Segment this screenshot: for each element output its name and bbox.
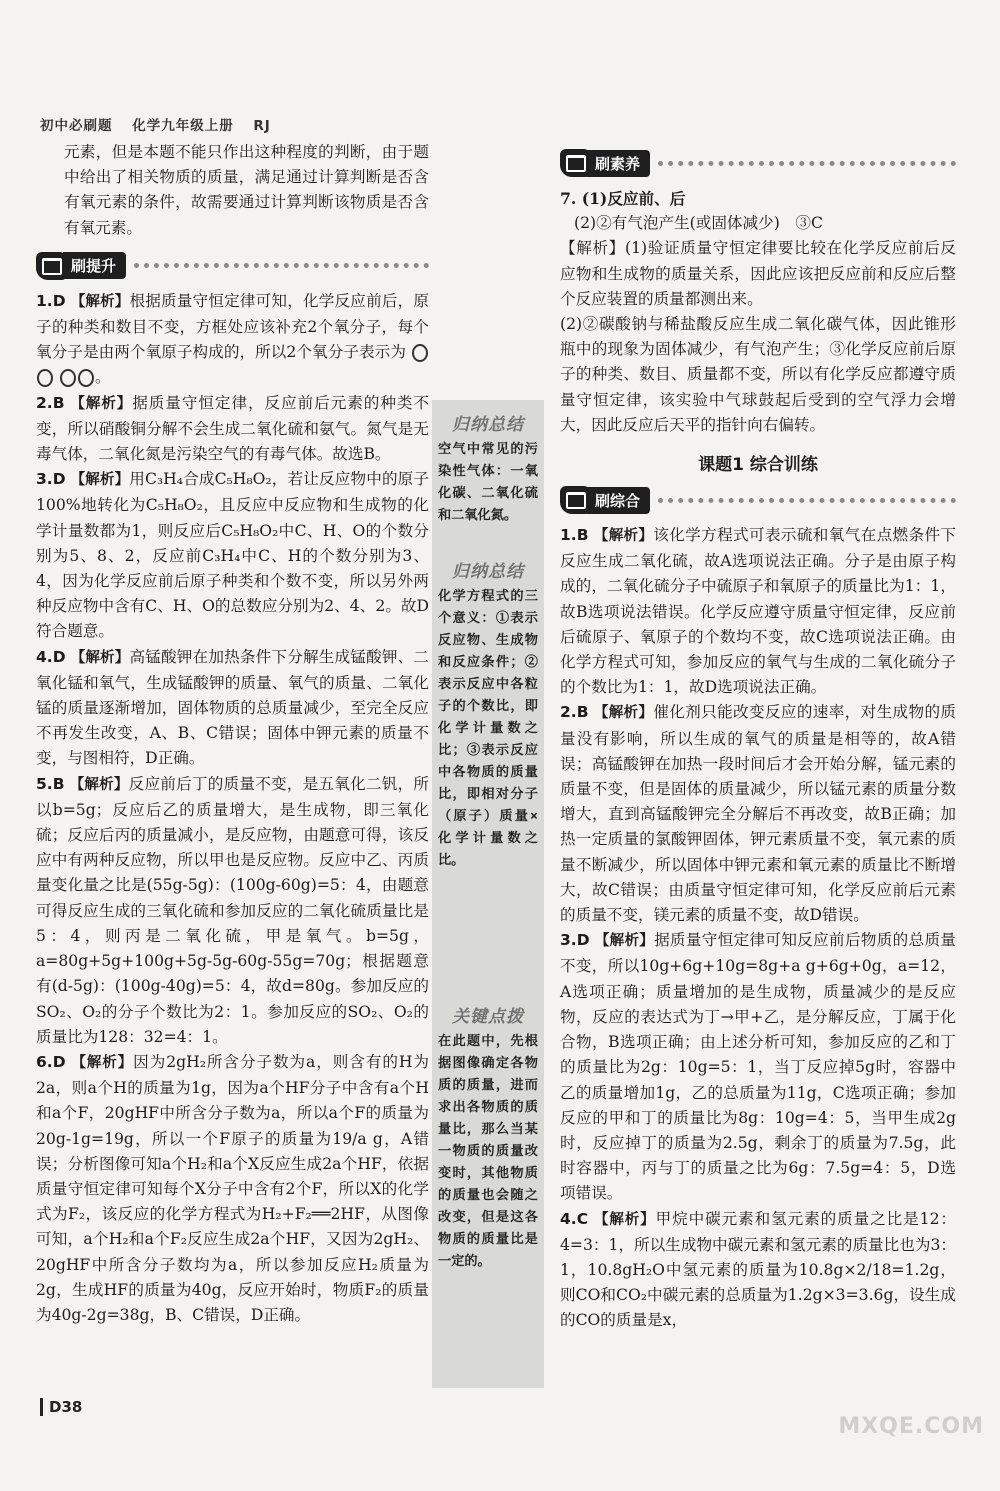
header-subject: 化学九年级上册: [132, 118, 234, 134]
section-label: 刷综合: [587, 487, 650, 514]
analysis-tag: 【解析】: [69, 776, 129, 793]
analysis-tag: 【解析】: [593, 528, 654, 545]
note-body: 空气中常见的污染性气体：一氧化碳、二氧化硫和二氧化氮。: [438, 442, 538, 523]
section-badge-zonghe: [560, 483, 956, 517]
section-badge-tisheng: [36, 249, 429, 283]
dotted-divider: [134, 263, 429, 268]
item-text: 据质量守恒定律，反应前后元素的种类不变，所以硝酸铜分解不会生成二氧化硫和氨气。氮气是无毒气体，二氧化氮是污染空气的有毒气体。故选B。: [36, 393, 429, 464]
analysis-tag: 【解析】: [70, 649, 130, 666]
analysis-tag: 【解析】: [594, 933, 655, 950]
dotted-divider: [658, 161, 956, 166]
item-answer: B: [52, 774, 65, 793]
answer-item: [560, 700, 956, 928]
item-number: 1.: [560, 526, 577, 545]
item-answer: D: [52, 647, 66, 666]
item-text: 用C₃H₄合成C₅H₈O₂，若让反应物中的原子100%地转化为C₅H₈O₂，且反应中反应物和生成物的化学计量数都为1，则反应后C₅H₈O₂中C、H、O的个数分别为5、8、2，反应前C₃H₄中C、H的个数分别为3、4，因为化学反应前后原子种类和个数不变，所以另外两种反应物中含有C、H、O的总数应分别为2、4、2。故D符合题意。: [36, 470, 429, 641]
item-text: 根据质量守恒定律可知，化学反应前后，原子的种类和数目不变，方框处应该补充2个氧分子，每个氧分子是由两个氧原子构成的，所以2个氧分子表示为: [36, 291, 429, 362]
analysis-tag: 【解析】: [593, 1211, 656, 1228]
item-answer: D: [576, 931, 590, 950]
answer-item: [36, 467, 429, 644]
answer-item: 1.D 【解析】根据质量守恒定律可知，化学反应前后，原子的种类和数目不变，方框处应该补充2个氧分子，每个氧分子是由两个氧原子构成的，所以2个氧分子表示为 。: [36, 291, 429, 387]
item-number: 4.: [36, 647, 53, 666]
item-answer: D: [52, 470, 66, 489]
item-text: 该化学方程式可表示硫和氧气在点燃条件下反应生成二氧化硫，故A选项说法正确。分子是由原子构成的，二氧化硫分子中硫原子和氧原子的质量比为1：1，故B选项说法错误。化学反应遵守质量守恒定律，反应前后硫原子、氧原子的个数均不变，故C选项说法正确。由化学方程式可知，参加反应的氧气与生成的二氧化硫分子的个数比为1：1，故D选项说法正确。: [560, 526, 956, 697]
item-number: 3.: [36, 470, 53, 489]
analysis-tag: 【解析】: [593, 705, 654, 722]
book-icon: [36, 252, 66, 280]
item-answer: B: [52, 393, 65, 412]
item-answer: D: [52, 291, 66, 310]
dotted-divider: [658, 498, 956, 503]
page-number: D38: [40, 1398, 82, 1416]
item-answer: B: [576, 526, 589, 545]
answer-item: [36, 772, 429, 1050]
analysis-tag: 【解析】: [70, 395, 133, 412]
left-column: [36, 140, 429, 1328]
analysis-tag: 【解析】: [70, 472, 130, 489]
item-number: 4.: [560, 1209, 577, 1228]
note-heading: 归纳总结: [452, 415, 524, 435]
item-number: 3.: [560, 931, 577, 950]
analysis-tag: 【解析】: [71, 1054, 134, 1071]
q7-answer-line: (2)②有气泡产生(或固体减少) ③C: [574, 214, 823, 233]
q7-analysis: 【解析】(1)验证质量守恒定律要比较在化学反应前后反应物和生成物的质量关系，因此应该把反应前和反应后整个反应装置的质量都测出来。: [560, 239, 956, 308]
section-label: 刷素养: [587, 150, 650, 177]
item-number: 2.: [36, 393, 53, 412]
item-answer: D: [52, 1052, 66, 1071]
analysis-tag: 【解析】: [70, 293, 130, 310]
item-text: 据质量守恒定律可知反应前后物质的总质量不变，所以10g+6g+10g=8g+a g+6g+0g，a=12，A选项正确；质量增加的是生成物，质量减少的是反应物，反应的表达式为丁→甲+乙，是分解反应，丁属于化合物，B选项正确；由上述分析可知，参加反应的乙和丁的质量比为2g：10g=5：1，当丁反应掉5g时，容器中乙的质量增加1g，乙的总质量为11g，C选项正确；参加反应的甲和丁的质量比为8g：10g=4：5，当甲生成2g时，反应掉丁的质量为2.5g，剩余丁的质量为7.5g，此时容器中，丙与丁的质量之比为6g：7.5g=4：5，D选项错误。: [560, 931, 956, 1203]
note-body: 在此题中，先根据图像确定各物质的质量，进而求出各物质的质量比，那么当某一物质的质量改变时，其他物质的质量也会随之改变，但是这各物质的质量比是一定的。: [438, 1034, 538, 1269]
answer-item: [560, 1207, 956, 1334]
note-heading: 归纳总结: [452, 562, 524, 582]
section-label: 刷提升: [63, 252, 126, 279]
item-answer: B: [576, 703, 589, 722]
intro-paragraph: 元素，但是本题不能只作出这种程度的判断，由于题中给出了相关物质的质量，满足通过计算判断是否含有氧元素的条件，故需要通过计算判断该物质是否含有氧元素。: [64, 143, 429, 237]
note-heading: 关键点拨: [452, 1007, 524, 1027]
item-number: 2.: [560, 703, 577, 722]
answer-item: [560, 928, 956, 1206]
section-badge-suyang: [560, 146, 956, 180]
item-answer: C: [576, 1209, 589, 1228]
answer-item: [36, 391, 429, 468]
q7-answer-line: 7. (1)反应前、后: [560, 189, 686, 208]
answer-item: [36, 645, 429, 772]
book-icon: [560, 486, 590, 514]
q7-analysis: (2)②碳酸钠与稀盐酸反应生成二氧化碳气体，因此锥形瓶中的现象为固体减少，有气泡产生；③化学反应前后原子的种类、数目、质量都不变，所以有化学反应都遵守质量守恒定律，该实验中气球鼓起后受到的空气浮力会增大，因此反应后天平的指针向右偏转。: [560, 315, 956, 434]
item-number: 5.: [36, 774, 53, 793]
item-number: 6.: [36, 1052, 53, 1071]
notes-sidebar: [432, 400, 544, 1388]
header-edition: RJ: [253, 118, 271, 134]
answer-item: [560, 523, 956, 700]
item-text: 高锰酸钾在加热条件下分解生成锰酸钾、二氧化锰和氧气，生成锰酸钾的质量、氧气的质量、二氧化锰的质量逐渐增加，固体物质的总质量减少，至完全反应不再发生改变，A、B、C错误；固体中钾元素的质量不变，与图相符，D正确。: [36, 647, 429, 768]
item-text: 甲烷中碳元素和氢元素的质量之比是12：4=3：1，所以生成物中碳元素和氢元素的质量比也为3：1，10.8gH₂O中氢元素的质量为10.8g×2/18=1.2g，则CO和CO₂中碳元素的总质量为1.2g×3=3.6g，设生成的CO的质量是x，: [560, 1209, 956, 1330]
answer-item: [36, 1050, 429, 1328]
running-header: [40, 114, 285, 134]
item-text: 反应前后丁的质量不变，是五氧化二钒，所以b=5g；反应后乙的质量增大，是生成物，即三氧化硫；反应后丙的质量减小，是反应物，由题意可得，该反应中有两种反应物，所以甲也是反应物。反应中乙、丙质量变化量之比是(55g-5g)：(100g-60g)=5：4，由题意可得反应生成的三氧化硫和参加反应的二氧化硫质量比是5：4，则丙是二氧化硫，甲是氧气。b=5g，a=80g+5g+100g+5g-5g-60g-55g=70g；根据题意有(d-5g)：(100g-40g)=5：4，故d=80g。参加反应的SO₂、O₂的分子个数比为2：1。参加反应的SO₂、O₂的质量比为128：32=4：1。: [36, 774, 429, 1046]
note-body: 化学方程式的三个意义：①表示反应物、生成物和反应条件；②表示反应中各粒子的个数比，即化学计量数之比；③表示反应中各物质的质量比，即相对分子（原子）质量×化学计量数之比。: [438, 589, 538, 868]
item-number: 1.: [36, 291, 53, 310]
right-column: [560, 140, 956, 1334]
header-book: 初中必刷题: [40, 118, 113, 134]
watermark: MXQE.COM: [838, 1414, 984, 1439]
item-text: 因为2gH₂所含分子数为a，则含有的H为2a，则a个H的质量为1g，因为a个HF分子中含有a个H和a个F，20gHF中所含分子数为a，所以a个F的质量为20g-1g=19g，所以一个F原子的质量为19/a g，A错误；分析图像可知a个H₂和a个X反应生成2a个HF，依据质量守恒定律可知每个X分子中含有2个F，所以X的化学式为F₂，该反应的化学方程式为H₂+F₂══2HF，从图像可知，a个H₂和a个F₂反应生成2a个HF，又因为2gH₂、20gHF中所含分子数均为a，所以参加反应H₂质量为2g，生成HF的质量为40g，反应开始时，物质F₂的质量为40g-2g=38g，B、C错误，D正确。: [36, 1052, 429, 1324]
lesson-title: 课题1 综合训练: [698, 455, 818, 476]
item-text: 催化剂只能改变反应的速率，对生成物的质量没有影响，所以生成的氧气的质量是相等的，故A错误；高锰酸钾在加热一段时间后才会开始分解，锰元素的质量不变，但是固体的质量减少，所以锰元素的质量分数增大，直到高锰酸钾完全分解后不再改变，故B正确；加热一定质量的氯酸钾固体，钾元素质量不变，氧元素的质量不断减少，所以固体中钾元素和氧元素的质量比不断增大，故C错误；由质量守恒定律可知，化学反应前后元素的质量不变，镁元素的质量不变，故D错误。: [560, 703, 956, 925]
book-icon: [560, 149, 590, 177]
